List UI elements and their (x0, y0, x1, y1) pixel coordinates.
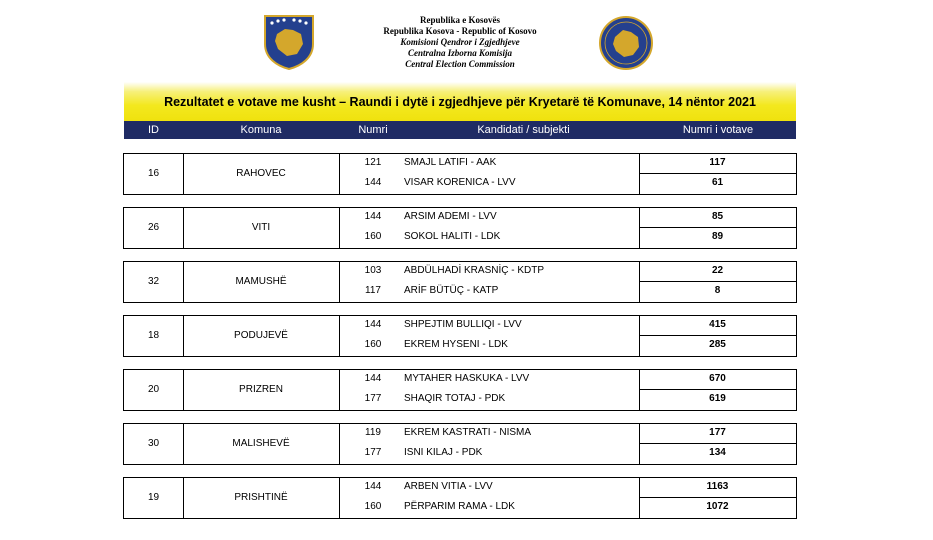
header-line-5: Central Election Commission (405, 59, 515, 69)
candidate-number: 177 (364, 393, 382, 404)
candidate-number: 103 (364, 265, 382, 276)
candidate-number: 160 (364, 501, 382, 512)
candidate-name: SMAJL LATIFI - AAK (404, 157, 497, 168)
candidate-name: ARBEN VITIA - LVV (404, 481, 493, 492)
header-line-2: Republika Kosova - Republic of Kosovo (383, 26, 537, 36)
row-komuna: RAHOVEC (236, 168, 286, 179)
candidate-name: ARSIM ADEMI - LVV (404, 211, 497, 222)
row-id: 16 (147, 168, 160, 179)
table-header (124, 121, 796, 139)
row-komuna: MALISHEVË (232, 438, 290, 449)
row-komuna: PODUJEVË (234, 330, 288, 341)
candidate-name: MYTAHER HASKUKA - LVV (404, 373, 530, 384)
candidate-number: 160 (364, 339, 382, 350)
row-id: 20 (147, 384, 160, 395)
table-row (123, 153, 797, 195)
candidate-votes: 415 (709, 319, 726, 330)
table-row (123, 315, 797, 357)
candidate-name: SHAQIR TOTAJ - PDK (404, 393, 506, 404)
table-row (123, 369, 797, 411)
candidate-votes: 61 (711, 177, 724, 188)
header-line-1: Republika e Kosovës (419, 15, 500, 25)
table-row (123, 261, 797, 303)
candidate-votes: 1163 (706, 481, 729, 492)
candidate-name: ISNI KILAJ - PDK (404, 447, 483, 458)
candidate-votes: 8 (714, 285, 721, 296)
candidate-number: 117 (365, 285, 381, 296)
row-komuna: PRISHTINË (234, 492, 288, 503)
col-header-numri: Numri (358, 124, 388, 136)
header-line-3: Komisioni Qendror i Zgjedhjeve (400, 37, 520, 47)
candidate-number: 160 (364, 231, 382, 242)
kosovo-coat-of-arms-logo (263, 14, 315, 70)
table-row (123, 423, 797, 465)
row-id: 18 (147, 330, 160, 341)
col-header-id: ID (148, 124, 159, 136)
candidate-name: SOKOL HALITI - LDK (404, 231, 501, 242)
table-row (123, 207, 797, 249)
candidate-number: 144 (364, 319, 382, 330)
candidate-number: 144 (364, 211, 382, 222)
row-id: 26 (147, 222, 160, 233)
col-header-votat: Numri i votave (682, 124, 754, 136)
candidate-votes: 285 (709, 339, 726, 350)
candidate-votes: 117 (709, 157, 726, 168)
candidate-name: EKREM KASTRATI - NISMA (404, 427, 532, 438)
table-row (123, 477, 797, 519)
col-header-kandidati: Kandidati / subjekti (477, 124, 570, 136)
row-id: 19 (147, 492, 160, 503)
title-banner (124, 82, 796, 121)
candidate-name: PËRPARIM RAMA - LDK (404, 501, 515, 512)
candidate-votes: 670 (709, 373, 726, 384)
header-line-4: Centralna Izborna Komisija (407, 48, 513, 58)
row-komuna: PRIZREN (239, 384, 283, 395)
candidate-name: ARİF BÜTÜÇ - KATP (404, 285, 499, 296)
cec-emblem-logo (598, 15, 654, 71)
candidate-name: VISAR KORENICA - LVV (404, 177, 516, 188)
candidate-number: 119 (365, 427, 381, 438)
candidate-votes: 1072 (706, 501, 729, 512)
candidate-votes: 85 (711, 211, 724, 222)
row-id: 32 (147, 276, 160, 287)
candidate-number: 144 (364, 373, 382, 384)
candidate-number: 144 (364, 177, 382, 188)
row-komuna: VITI (251, 222, 271, 233)
candidate-votes: 134 (709, 447, 726, 458)
page-title: Rezultatet e votave me kusht – Raundi i dytë i zgjedhjeve për Kryetarë të Komunave, 14 nëntor 2021 (164, 95, 756, 109)
candidate-name: EKREM HYSENI - LDK (404, 339, 508, 350)
candidate-name: ABDÜLHADİ KRASNİÇ - KDTP (404, 265, 545, 276)
col-header-komuna: Komuna (240, 124, 282, 136)
candidate-number: 121 (364, 157, 382, 168)
row-komuna: MAMUSHË (235, 276, 287, 287)
candidate-number: 144 (364, 481, 382, 492)
candidate-votes: 22 (711, 265, 724, 276)
row-id: 30 (147, 438, 160, 449)
candidate-votes: 89 (711, 231, 724, 242)
candidate-votes: 177 (709, 427, 726, 438)
candidate-votes: 619 (709, 393, 726, 404)
document-header (0, 0, 933, 80)
candidate-name: SHPEJTIM BULLIQI - LVV (404, 319, 522, 330)
candidate-number: 177 (364, 447, 382, 458)
